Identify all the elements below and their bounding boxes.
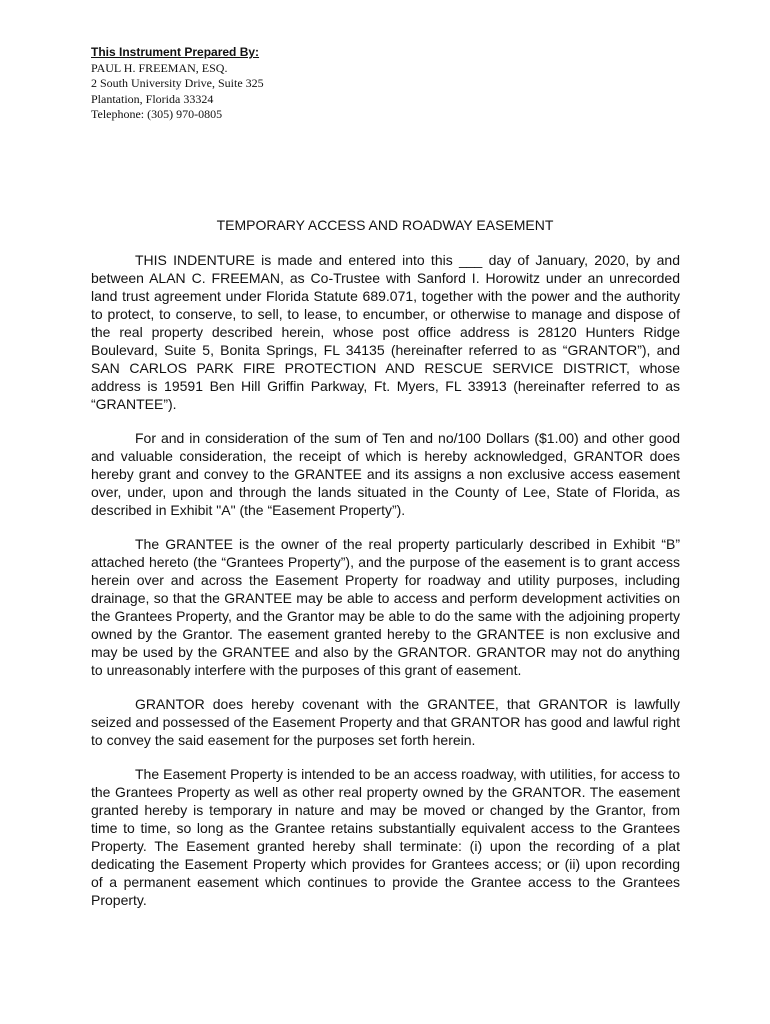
paragraph-covenant: GRANTOR does hereby covenant with the GRANTEE, that GRANTOR is lawfully seized and possessed of the Easement Property and that GRANTOR has good and lawful right to convey the said easement for the purposes set forth herein. [91,696,680,748]
document-title: TEMPORARY ACCESS AND ROADWAY EASEMENT [216,217,554,233]
preparer-heading: This Instrument Prepared By: [91,45,260,59]
paragraph-indenture: THIS INDENTURE is made and entered into this ___ day of January, 2020, by and between ALAN C. FREEMAN, as Co-Trustee with Sanford I. Horowitz under an unrecorded land trust agreement under Florida Statute 689.071, together with the power and the authority to protect, to conserve, to sell, to lease, to encumber, or otherwise to manage and dispose of the real property described herein, whose post office address is 28120 Hunters Ridge Boulevard, Suite 5, Bonita Springs, FL 34135 (hereinafter referred to as “GRANTOR”), and SAN CARLOS PARK FIRE PROTECTION AND RESCUE SERVICE DISTRICT, whose address is 19591 Ben Hill Griffin Parkway, Ft. Myers, FL 33913 (hereinafter referred to as “GRANTEE”). [91,252,680,412]
paragraph-easement-terms: The Easement Property is intended to be an access roadway, with utilities, for access to the Grantees Property as well as other real property owned by the GRANTOR. The easement granted hereby is temporary in nature and may be moved or changed by the Grantor, from time to time, so long as the Grantee retains substantially equivalent access to the Grantees Property. The Easement granted hereby shall terminate: (i) upon the recording of a plat dedicating the Easement Property which provides for Grantees access; or (ii) upon recording of a permanent easement which continues to provide the Grantee access to the Grantees Property. [91,766,680,908]
preparer-address-line-1: 2 South University Drive, Suite 325 [91,76,264,90]
paragraph-consideration: For and in consideration of the sum of Ten and no/100 Dollars ($1.00) and other good and valuable consideration, the receipt of which is hereby acknowledged, GRANTOR does hereby grant and convey to the GRANTEE and its assigns a non exclusive access easement over, under, upon and through the lands situated in the County of Lee, State of Florida, as described in Exhibit "A" (the “Easement Property”). [91,430,680,518]
preparer-telephone: Telephone: (305) 970-0805 [91,107,223,121]
preparer-name: PAUL H. FREEMAN, ESQ. [91,60,228,75]
preparer-address-line-2: Plantation, Florida 33324 [91,91,214,106]
paragraph-grantee-property: The GRANTEE is the owner of the real property particularly described in Exhibit “B” attached hereto (the “Grantees Property”), and the purpose of the easement is to grant access herein over and across the Easement Property for roadway and utility purposes, including drainage, so that the GRANTEE may be able to access and perform development activities on the Grantees Property, and the Grantor may be able to do the same with the adjoining property owned by the Grantor. The easement granted hereby to the GRANTEE is non exclusive and may be used by the GRANTEE and also by the GRANTOR. GRANTOR may not do anything to unreasonably interfere with the purposes of this grant of easement. [91,536,680,678]
document-body [91,251,680,925]
preparer-block [91,45,264,123]
